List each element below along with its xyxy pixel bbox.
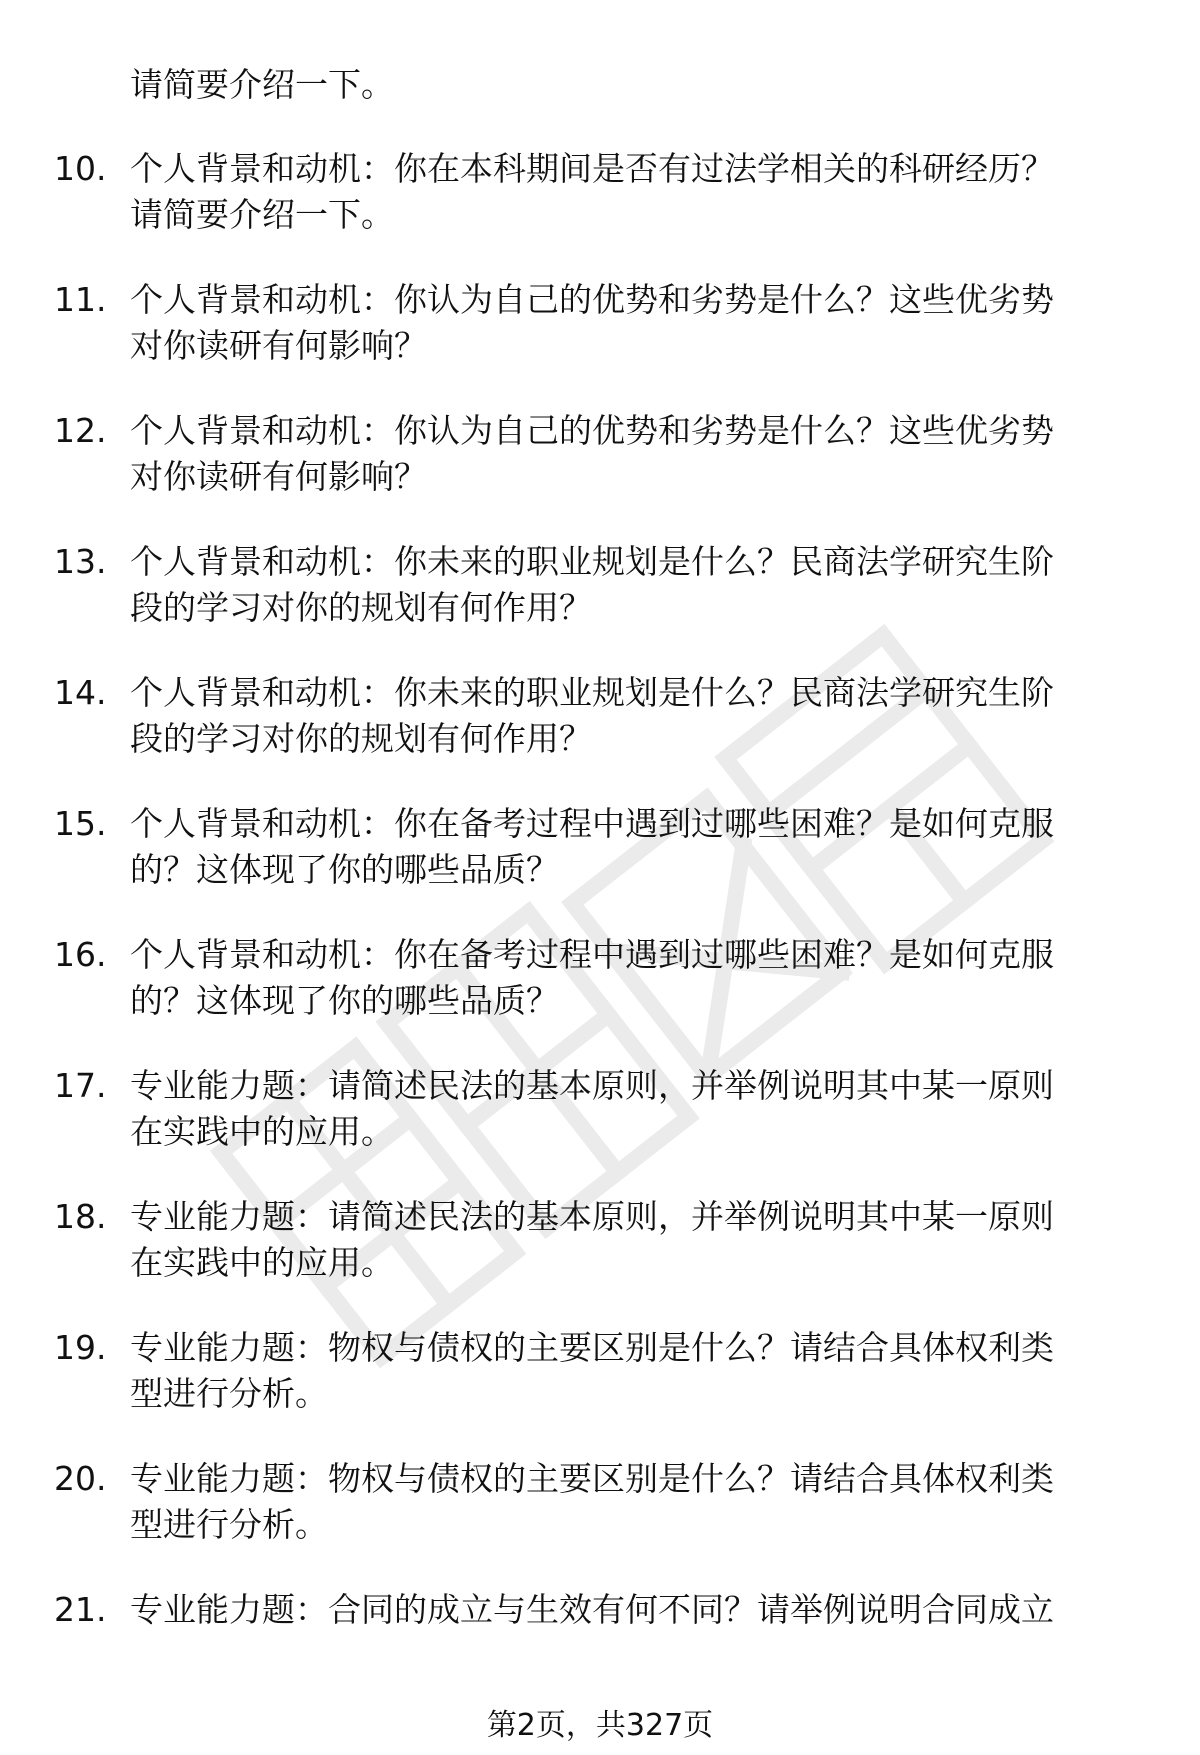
question-number: 18. [54, 1197, 107, 1236]
list-item [0, 1063, 1200, 1194]
question-text [130, 1456, 1140, 1548]
question-line: 个人背景和动机：你在备考过程中遇到过哪些困难？是如何克服 [130, 804, 1054, 843]
question-list [0, 146, 1200, 1718]
question-number: 19. [54, 1328, 107, 1367]
list-item [0, 801, 1200, 932]
question-line: 专业能力题：物权与债权的主要区别是什么？请结合具体权利类 [130, 1459, 1054, 1498]
question-line: 段的学习对你的规划有何作用？ [130, 588, 592, 627]
continuation-line: 请简要介绍一下。 [130, 65, 394, 104]
question-line: 专业能力题：合同的成立与生效有何不同？请举例说明合同成立 [130, 1590, 1054, 1629]
question-line: 型进行分析。 [130, 1374, 328, 1413]
question-line: 个人背景和动机：你认为自己的优势和劣势是什么？这些优劣势 [130, 411, 1054, 450]
list-item [0, 277, 1200, 408]
question-text [130, 801, 1140, 893]
question-text [130, 539, 1140, 631]
question-line: 个人背景和动机：你认为自己的优势和劣势是什么？这些优劣势 [130, 280, 1054, 319]
question-text [130, 146, 1140, 238]
question-line: 的？这体现了你的哪些品质？ [130, 850, 559, 889]
question-line: 个人背景和动机：你在本科期间是否有过法学相关的科研经历？ [130, 149, 1054, 188]
question-line: 对你读研有何影响？ [130, 326, 427, 365]
question-text [130, 1587, 1140, 1633]
page-number: 第2页，共327页 [486, 1708, 714, 1743]
question-text [130, 1194, 1140, 1286]
question-number: 20. [54, 1459, 107, 1498]
list-item [0, 670, 1200, 801]
question-text [130, 277, 1140, 369]
question-number: 14. [54, 673, 107, 712]
list-item [0, 408, 1200, 539]
list-item [0, 539, 1200, 670]
question-line: 请简要介绍一下。 [130, 195, 394, 234]
question-text [130, 1063, 1140, 1155]
question-line: 个人背景和动机：你在备考过程中遇到过哪些困难？是如何克服 [130, 935, 1054, 974]
question-line: 个人背景和动机：你未来的职业规划是什么？民商法学研究生阶 [130, 542, 1054, 581]
question-line: 型进行分析。 [130, 1505, 328, 1544]
question-text [130, 670, 1140, 762]
question-number: 13. [54, 542, 107, 581]
question-number: 16. [54, 935, 107, 974]
question-line: 在实践中的应用。 [130, 1243, 394, 1282]
question-line: 段的学习对你的规划有何作用？ [130, 719, 592, 758]
question-number: 12. [54, 411, 107, 450]
question-number: 17. [54, 1066, 107, 1105]
question-number: 21. [54, 1590, 107, 1629]
question-line: 在实践中的应用。 [130, 1112, 394, 1151]
question-number: 10. [54, 149, 107, 188]
question-line: 对你读研有何影响？ [130, 457, 427, 496]
question-line: 专业能力题：请简述民法的基本原则，并举例说明其中某一原则 [130, 1066, 1054, 1105]
list-item [0, 1587, 1200, 1718]
question-text [130, 408, 1140, 500]
list-item [0, 932, 1200, 1063]
question-text [130, 1325, 1140, 1417]
question-number: 11. [54, 280, 107, 319]
question-line: 专业能力题：请简述民法的基本原则，并举例说明其中某一原则 [130, 1197, 1054, 1236]
list-item [0, 146, 1200, 277]
question-number: 15. [54, 804, 107, 843]
list-item [0, 1456, 1200, 1587]
list-item [0, 1194, 1200, 1325]
question-text [130, 932, 1140, 1024]
question-line: 个人背景和动机：你未来的职业规划是什么？民商法学研究生阶 [130, 673, 1054, 712]
question-line: 专业能力题：物权与债权的主要区别是什么？请结合具体权利类 [130, 1328, 1054, 1367]
question-line: 的？这体现了你的哪些品质？ [130, 981, 559, 1020]
list-item [0, 1325, 1200, 1456]
